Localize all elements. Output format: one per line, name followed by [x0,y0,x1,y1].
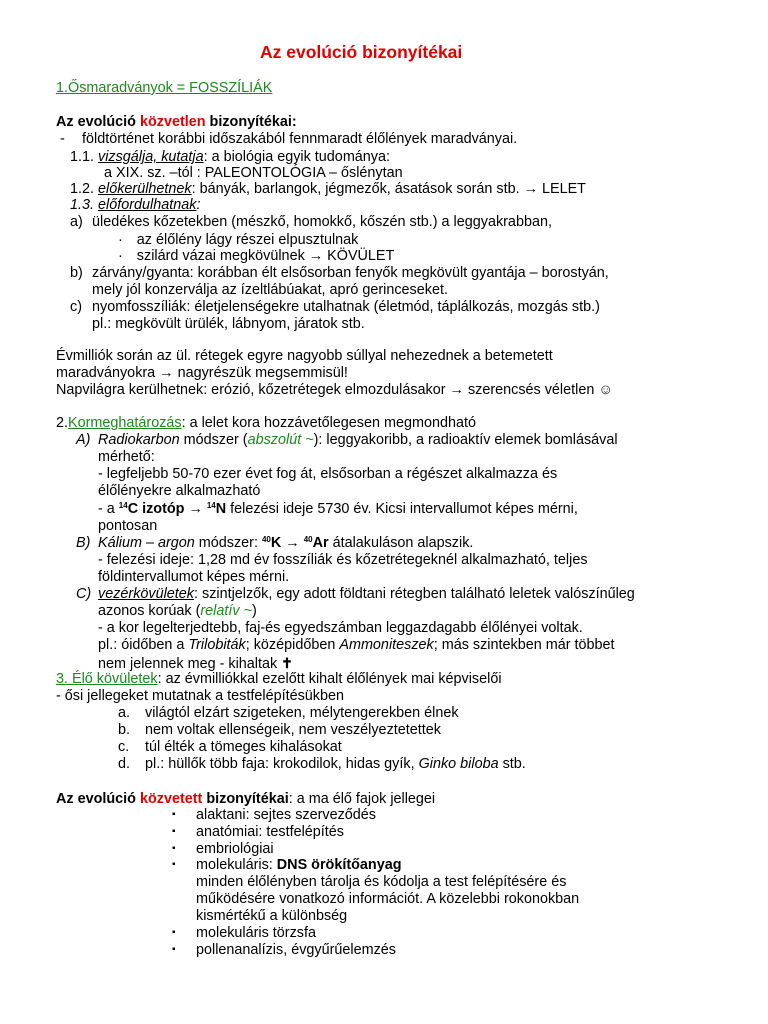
method-b-label: B) [76,535,91,551]
item-c-label: c) [70,299,82,315]
item-a-sub2: · szilárd vázai megkövülnek → KÖVÜLET [118,248,395,264]
bullet-icon: ▪ [172,809,176,820]
bullet-icon: ▪ [172,944,176,955]
living-fossil-item-b: nem voltak ellenségeik, nem veszélyeztetettek [145,722,441,738]
indirect-item-1: alaktani: sejtes szerveződés [196,807,376,823]
indirect-item-molecular: molekuláris: DNS örökítőanyag [196,857,402,873]
living-fossil-item-c: túl élték a tömeges kihalásokat [145,739,342,755]
molecular-line3: működésére vonatkozó információt. A közelebbi rokonokban [196,891,580,907]
section1-heading: 1.Ősmaradványok = FOSSZÍLIÁK [56,80,273,96]
method-b-line3: földintervallumot képes mérni. [98,569,290,585]
method-c-label: C) [76,586,92,602]
method-a-line3: - legfeljebb 50-70 ezer évet fog át, elsősorban a régészet alkalmazza és [98,466,558,482]
item-b-text2: mely jól konzerválja az ízeltlábúakat, apró gerinceseket. [92,282,448,298]
method-b-line2: - felezési ideje: 1,28 md év fosszíliák és kőzetrétegeknél alkalmazható, teljes [98,552,588,568]
living-fossil-item-a: világtól elzárt szigeteken, mélytengerekben élnek [145,705,459,721]
method-a-line6: pontosan [98,518,158,534]
method-c-line4: pl.: óidőben a Trilobiták; középidőben Ammoniteszek; más szintekben már többet [98,637,615,653]
section3-heading: 3. Élő kövületek: az évmilliókkal ezelőtt kihalt élőlények mai képviselői [56,671,502,687]
item-1-2: 1.2. előkerülhetnek: bányák, barlangok, jégmezők, ásatások során stb. → LELET [70,181,586,197]
method-c-line3: - a kor legelterjedtebb, faj-és egyedszámban leggazdagabb élőlényei voltak. [98,620,583,636]
method-a-label: A) [76,432,91,448]
indirect-item-5: molekuláris törzsfa [196,925,316,941]
fossil-definition: földtörténet korábbi időszakából fennmaradt élőlények maradványai. [82,131,518,147]
item-1-3: 1.3. előfordulhatnak: [70,197,201,213]
item-a-label: a) [70,214,83,230]
living-fossil-item-d-label: d. [118,756,131,772]
item-b-text: zárvány/gyanta: korábban élt elsősorban fenyők megkövült gyantája – borostyán, [92,265,609,281]
page-title: Az evolúció bizonyítékai [260,42,463,62]
item-c-text: nyomfosszíliák: életjelenségekre utalhatnak (életmód, táplálkozás, mozgás stb.) [92,299,600,315]
method-b-text: Kálium – argon módszer: $^{40}$K → $^{40}$Ar átalakuláson alapszik. [98,535,474,551]
paragraph-line2: maradványokra → nagyrészük megsemmisül! [56,365,348,381]
item-a-sub1: · az élőlény lágy részei elpusztulnak [118,232,359,248]
item-1-1: 1.1. vizsgálja, kutatja: a biológia egyik tudománya: [70,149,391,165]
method-a-text: Radiokarbon módszer (abszolút ~): leggyakoribb, a radioaktív elemek bomlásával [98,432,618,448]
dash-marker: - [60,131,65,147]
item-c-text2: pl.: megkövült ürülék, lábnyom, járatok stb. [92,316,365,332]
method-c-line5: nem jelennek meg - kihaltak ✝ [98,655,293,672]
section2-heading: 2.Kormeghatározás: a lelet kora hozzávetőlegesen megmondható [56,415,477,431]
method-c-line2: azonos korúak (relatív ~) [98,603,257,619]
indirect-item-6: pollenanalízis, évgyűrűelemzés [196,942,396,958]
bullet-icon: ▪ [172,843,176,854]
bullet-icon: ▪ [172,859,176,870]
direct-evidence-heading: Az evolúció közvetlen bizonyítékai: [56,114,297,130]
indirect-evidence-heading: Az evolúció közvetett bizonyítékai: a ma élő fajok jellegei [56,791,436,807]
section3-line2: - ősi jellegeket mutatnak a testfelépítésükben [56,688,344,704]
indirect-item-2: anatómiai: testfelépítés [196,824,344,840]
living-fossil-item-c-label: c. [118,739,130,755]
paragraph-line1: Évmilliók során az ül. rétegek egyre nagyobb súllyal nehezednek a betemetett [56,348,553,364]
molecular-line2: minden élőlényben tárolja és kódolja a test felépítésére és [196,874,567,890]
method-a-line4: élőlényekre alkalmazható [98,483,261,499]
indirect-item-3: embriológiai [196,841,274,857]
bullet-icon: ▪ [172,826,176,837]
item-a-text: üledékes kőzetekben (mészkő, homokkő, kőszén stb.) a leggyakrabban, [92,214,552,230]
bullet-icon: ▪ [172,927,176,938]
item-b-label: b) [70,265,83,281]
living-fossil-item-d: pl.: hüllők több faja: krokodilok, hidas gyík, Ginko biloba stb. [145,756,526,772]
cross-icon: ✝ [281,655,293,671]
method-c-text: vezérkövületek: szintjelzők, egy adott földtani rétegben található leletek valószínűleg [98,586,635,602]
molecular-line4: kismértékű a különbség [196,908,348,924]
method-a-line5: - a $^{14}$C izotóp → $^{14}$N felezési ideje 5730 év. Kicsi intervallumot képes mérni, [98,501,578,517]
item-1-1-detail: a XIX. sz. –tól : PALEONTOLÓGIA – őslénytan [104,165,403,181]
method-a-line2: mérhető: [98,449,155,465]
paragraph-line3: Napvilágra kerülhetnek: erózió, kőzetrétegek elmozdulásakor → szerencsés véletlen ☺ [56,382,614,398]
living-fossil-item-b-label: b. [118,722,131,738]
living-fossil-item-a-label: a. [118,705,131,721]
